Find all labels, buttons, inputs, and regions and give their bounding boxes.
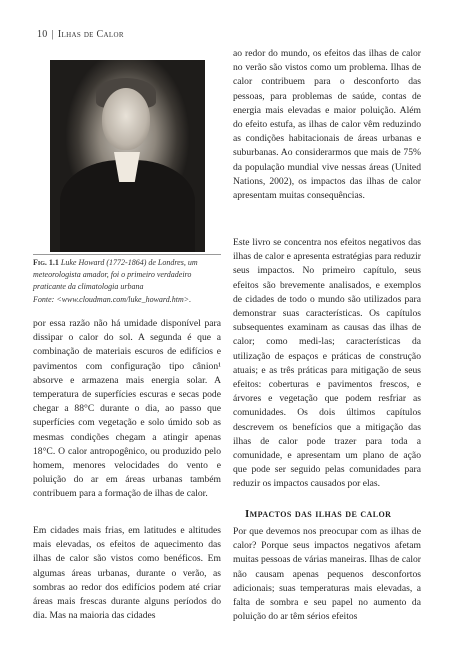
- figure-source: Fonte: <www.cloudman.com/luke_howard.htm>.: [33, 294, 192, 304]
- section-heading: Impactos das ilhas de calor: [245, 508, 392, 520]
- running-head: [37, 29, 124, 40]
- portrait-photo: [50, 60, 205, 252]
- running-title: Ilhas de Calor: [57, 29, 124, 40]
- figure-caption-text: Luke Howard (1772-1864) de Londres, um meteorologista amador, foi o primeiro verdadeiro praticante da climatologia urbana: [33, 258, 198, 292]
- figure-caption: [33, 257, 223, 306]
- header-separator: |: [51, 29, 54, 40]
- figure-rule: [33, 254, 221, 255]
- right-paragraph-1: ao redor do mundo, os efeitos das ilhas de calor no verão são vistos como um problema. Ilhas de calor contribuem para o desconforto das pessoas, para problemas de saúde, contas de energia mais elevadas e maior poluição. Além do efeito estufa, as ilhas de calor vêm reduzindo as condições habitacionais de áreas urbanas e suburbanas. Ao considerarmos que mais de 75% da população mundial vive nessas áreas (United Nations, 2002), os impactos das ilhas de calor apresentam muitas consequências.: [233, 48, 421, 202]
- left-paragraph-1: por essa razão não há umidade disponível para dissipar o calor do sol. A segunda é que a combinação de materiais escuros de edifícios e pavimentos com configuração tipo cânion¹ absorve e armazena mais energia solar. A temperatura de superfícies escuras e secas pode chegar a 88°C durante o dia, ao passo que superfícies com vegetação e solo úmido sob as mesmas condições chegam a atingir apenas 18°C. O calor antropogênico, ou produzido pelo homem, menores velocidades do vento e poluição do ar em áreas urbanas também contribuem para a formação de ilhas de calor.: [33, 318, 221, 500]
- portrait-face: [102, 88, 150, 150]
- page-number: 10: [37, 29, 48, 40]
- right-paragraph-3: Por que devemos nos preocupar com as ilhas de calor? Porque seus impactos negativos afetam muitas pessoas de várias maneiras. Ilhas de calor não causam apenas pequenos desconfortos adicionais; suas temperaturas mais elevadas, a falta de sombra e seu papel no aumento da poluição do ar têm sérios efeitos: [233, 526, 421, 623]
- right-paragraph-2: Este livro se concentra nos efeitos negativos das ilhas de calor e apresenta estratégias para reduzir seus impactos. No primeiro capítulo, seus efeitos são brevemente analisados, e exemplos de cidades de todo o mundo são utilizados para demonstrar suas características. Os capítulos subsequentes examinam as causas das ilhas de calor; como medi-las; características da utilização de espaços e práticas de construção atuais; e as três práticas para mitigação de seus efeitos: coberturas e pavimentos frescos, e árvores e vegetação que podem resfriar as comunidades. Os dois últimos capítulos descrevem os benefícios que a mitigação das ilhas de calor pode trazer para toda a comunidade, e apresentam um plano de ação que pode ser seguido pelas comunidades para reduzir os impactos causados por elas.: [233, 237, 421, 490]
- left-paragraph-2: Em cidades mais frias, em latitudes e altitudes mais elevadas, os efeitos de aquecimento das ilhas de calor são vistos como benéficos. Em algumas áreas urbanas, durante o verão, as sombras ao redor dos edifícios podem até criar áreas mais frescas durante alguns períodos do dia. Mas na maioria das cidades: [33, 525, 221, 622]
- figure-label: Fig. 1.1: [33, 258, 59, 267]
